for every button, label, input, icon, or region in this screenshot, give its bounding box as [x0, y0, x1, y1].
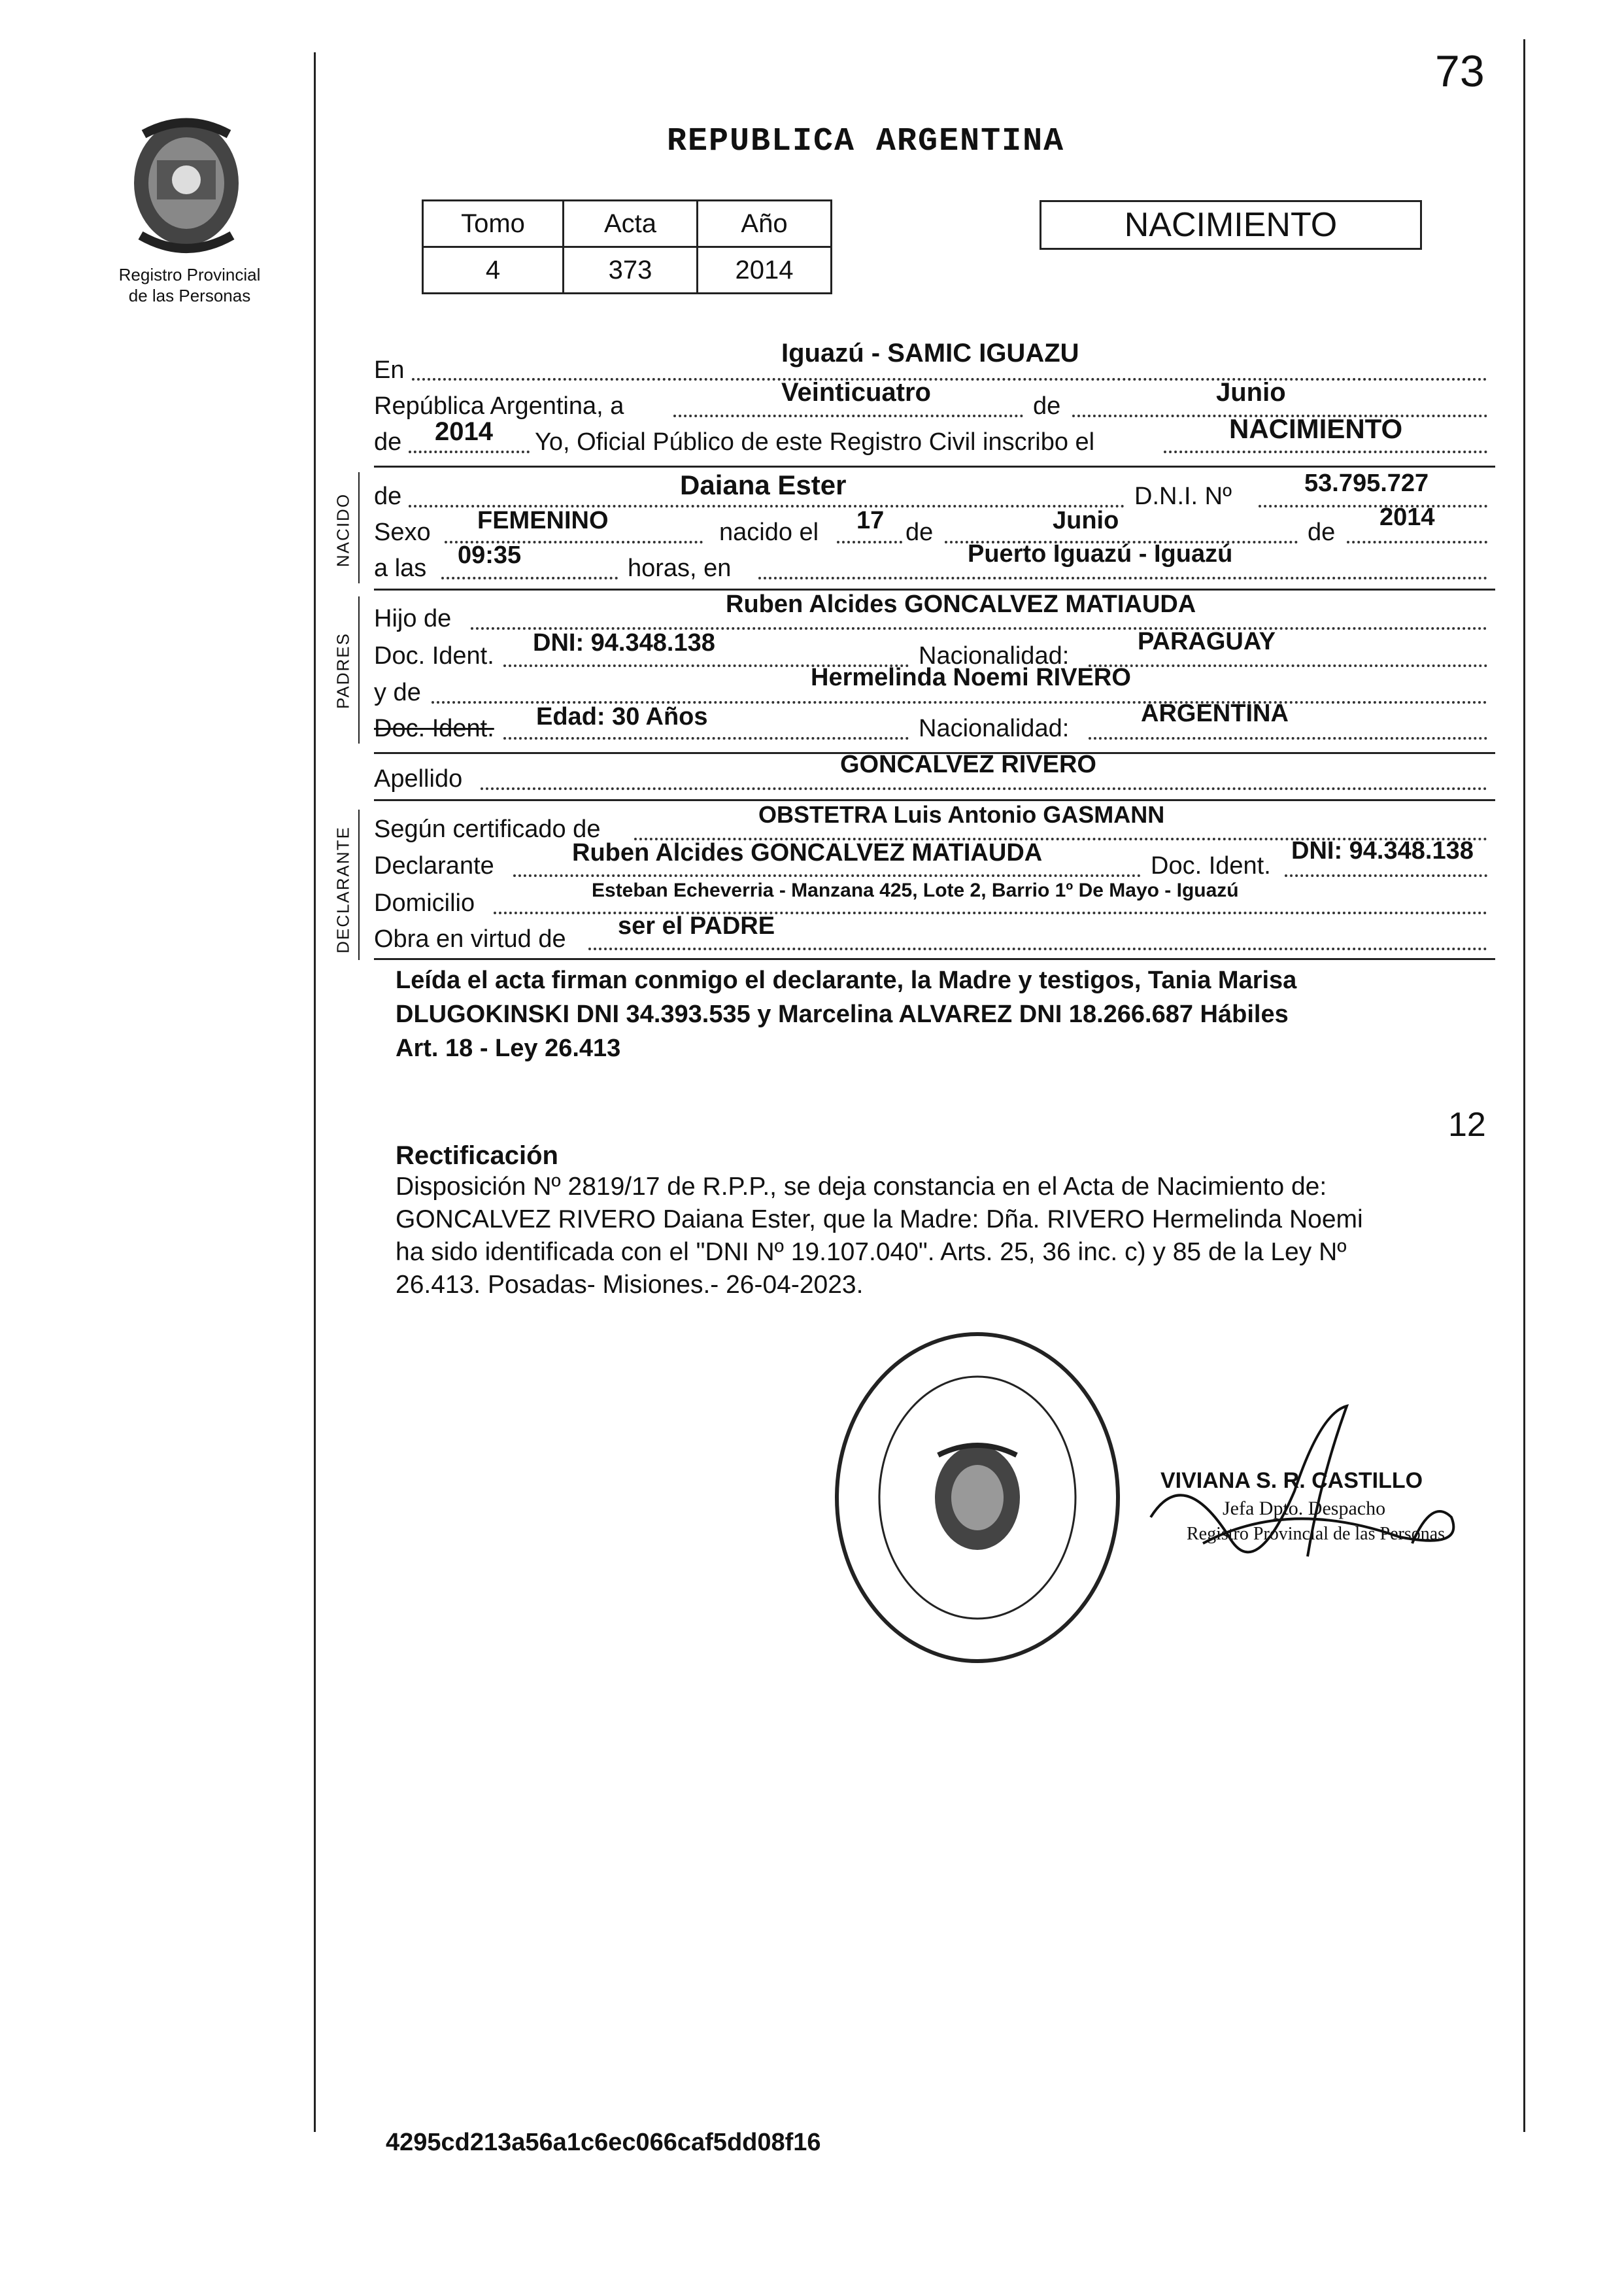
horas-label: horas, en: [628, 555, 732, 582]
apellido-value: GONCALVEZ RIVERO: [840, 751, 1096, 778]
dots: [481, 787, 1487, 790]
dni-label: D.N.I. Nº: [1134, 483, 1232, 510]
doc-label: Doc. Ident.: [1151, 852, 1271, 880]
section-bracket: [358, 810, 360, 960]
rectification-number: 12: [1448, 1106, 1486, 1144]
day-words-value: Veinticuatro: [781, 378, 931, 407]
dots: [513, 874, 1141, 877]
month-value: Junio: [1216, 378, 1286, 407]
yo-label: Yo, Oficial Público de este Registro Civil inscribo el: [535, 428, 1095, 456]
signatory-title2: Registro Provincial de las Personas: [1187, 1524, 1446, 1544]
de-label: de: [1308, 519, 1336, 546]
page-number: 73: [1435, 46, 1485, 96]
dots: [1285, 874, 1487, 877]
table-header-tomo: Tomo: [423, 201, 564, 247]
dots: [441, 577, 618, 579]
dots: [758, 577, 1487, 579]
rectification-line2: GONCALVEZ RIVERO Daiana Ester, que la Madre: Dña. RIVERO Hermelinda Noemi: [396, 1205, 1363, 1233]
certificate-value: OBSTETRA Luis Antonio GASMANN: [758, 801, 1165, 828]
father-doc-value: DNI: 94.348.138: [533, 629, 715, 657]
nacido-label: nacido el: [719, 519, 819, 546]
de2-label: de: [374, 428, 402, 456]
father-name-value: Ruben Alcides GONCALVEZ MATIAUDA: [726, 591, 1196, 618]
de-label: de: [905, 519, 934, 546]
table-cell-acta: 373: [564, 247, 698, 294]
dots: [588, 948, 1487, 950]
place-value: Iguazú - SAMIC IGUAZU: [781, 339, 1079, 368]
child-dni-value: 53.795.727: [1304, 470, 1429, 497]
dots: [837, 541, 902, 543]
section-label-declarante: DECLARANTE: [333, 826, 353, 954]
dots: [503, 737, 909, 740]
doc-label: Doc. Ident.: [374, 642, 494, 670]
de-label: de: [374, 483, 402, 510]
birth-place-value: Puerto Iguazú - Iguazú: [968, 540, 1233, 568]
mother-doc-value: Edad: 30 Años: [536, 703, 708, 730]
alas-label: a las: [374, 555, 427, 582]
mother-name-value: Hermelinda Noemi RIVERO: [811, 664, 1131, 691]
table-cell-tomo: 4: [423, 247, 564, 294]
doc-type-box: [1040, 200, 1422, 250]
dots: [1347, 541, 1487, 543]
obra-value: ser el PADRE: [618, 912, 775, 940]
mother-nat-value: ARGENTINA: [1141, 700, 1289, 727]
apellido-label: Apellido: [374, 765, 463, 793]
segun-label: Según certificado de: [374, 816, 601, 843]
right-margin-line: [1523, 39, 1525, 2132]
record-value: NACIMIENTO: [1229, 413, 1403, 444]
registry-table: [422, 199, 832, 294]
dots: [1259, 505, 1487, 507]
republica-label: República Argentina, a: [374, 392, 624, 420]
dots: [409, 451, 530, 453]
table-cell-ano: 2014: [698, 247, 832, 294]
declarante-label: Declarante: [374, 852, 494, 880]
institution-line2: de las Personas: [128, 286, 251, 305]
child-name-value: Daiana Ester: [680, 470, 847, 500]
rectification-line3: ha sido identificada con el "DNI Nº 19.107.040". Arts. 25, 36 inc. c) y 85 de la Ley Nº: [396, 1238, 1347, 1266]
table-header-acta: Acta: [564, 201, 698, 247]
table-header-ano: Año: [698, 201, 832, 247]
rectification-line1: Disposición Nº 2819/17 de R.P.P., se deja constancia en el Acta de Nacimiento de:: [396, 1173, 1327, 1201]
document-hash: 4295cd213a56a1c6ec066caf5dd08f16: [386, 2129, 821, 2156]
dots: [1089, 737, 1487, 740]
misiones-coat-of-arms-icon: [118, 108, 255, 265]
sexo-value: FEMENINO: [477, 507, 609, 534]
section-label-padres: PADRES: [333, 632, 353, 709]
logo: [118, 108, 255, 265]
section-label-nacido: NACIDO: [333, 492, 353, 568]
section-bracket: [358, 596, 360, 744]
hijo-label: Hijo de: [374, 605, 452, 632]
dots: [1164, 451, 1487, 453]
page-title: REPUBLICA ARGENTINA: [667, 123, 1065, 160]
signatory-title1: Jefa Dpto. Despacho: [1223, 1498, 1386, 1519]
ministry-oval-stamp-icon: [827, 1324, 1128, 1671]
nacionalidad-label: Nacionalidad:: [919, 715, 1070, 742]
signature: [1125, 1386, 1491, 1602]
left-margin-line: [314, 52, 316, 2132]
declarante-doc-value: DNI: 94.348.138: [1291, 837, 1474, 865]
closing-line3: Art. 18 - Ley 26.413: [396, 1035, 621, 1062]
year-value: 2014: [435, 417, 493, 446]
separator: [374, 958, 1495, 960]
section-bracket: [358, 472, 360, 583]
signatory-name: VIVIANA S. R. CASTILLO: [1160, 1468, 1423, 1493]
dots: [412, 378, 1487, 381]
dots: [673, 415, 1023, 417]
obra-label: Obra en virtud de: [374, 925, 566, 953]
closing-line2: DLUGOKINSKI DNI 34.393.535 y Marcelina ALVAREZ DNI 18.266.687 Hábiles: [396, 1001, 1289, 1028]
ministry-stamp: [827, 1324, 1128, 1671]
father-nat-value: PARAGUAY: [1138, 628, 1276, 655]
nacionalidad-label: Nacionalidad:: [919, 642, 1070, 670]
doc-type: NACIMIENTO: [1124, 206, 1338, 244]
rectification-title: Rectificación: [396, 1141, 558, 1170]
birth-month-value: Junio: [1053, 507, 1119, 534]
dots: [1089, 664, 1487, 667]
closing-line1: Leída el acta firman conmigo el declarante, la Madre y testigos, Tania Marisa: [396, 967, 1297, 994]
time-value: 09:35: [458, 541, 522, 569]
handwritten-signature-icon: [1125, 1386, 1491, 1602]
en-label: En: [374, 356, 405, 384]
birth-day-value: 17: [856, 507, 885, 534]
domicilio-label: Domicilio: [374, 889, 475, 917]
birth-year-value: 2014: [1379, 504, 1435, 531]
institution-line1: Registro Provincial: [118, 265, 261, 284]
yde-label: y de: [374, 679, 421, 706]
declarante-name-value: Ruben Alcides GONCALVEZ MATIAUDA: [572, 839, 1043, 867]
domicilio-value: Esteban Echeverria - Manzana 425, Lote 2, Barrio 1º De Mayo - Iguazú: [592, 880, 1239, 901]
rectification-line4: 26.413. Posadas- Misiones.- 26-04-2023.: [396, 1271, 864, 1299]
separator: [374, 466, 1495, 468]
doc-label-struck: Doc. Ident.: [374, 715, 494, 742]
sexo-label: Sexo: [374, 519, 431, 546]
de-label: de: [1033, 392, 1061, 420]
